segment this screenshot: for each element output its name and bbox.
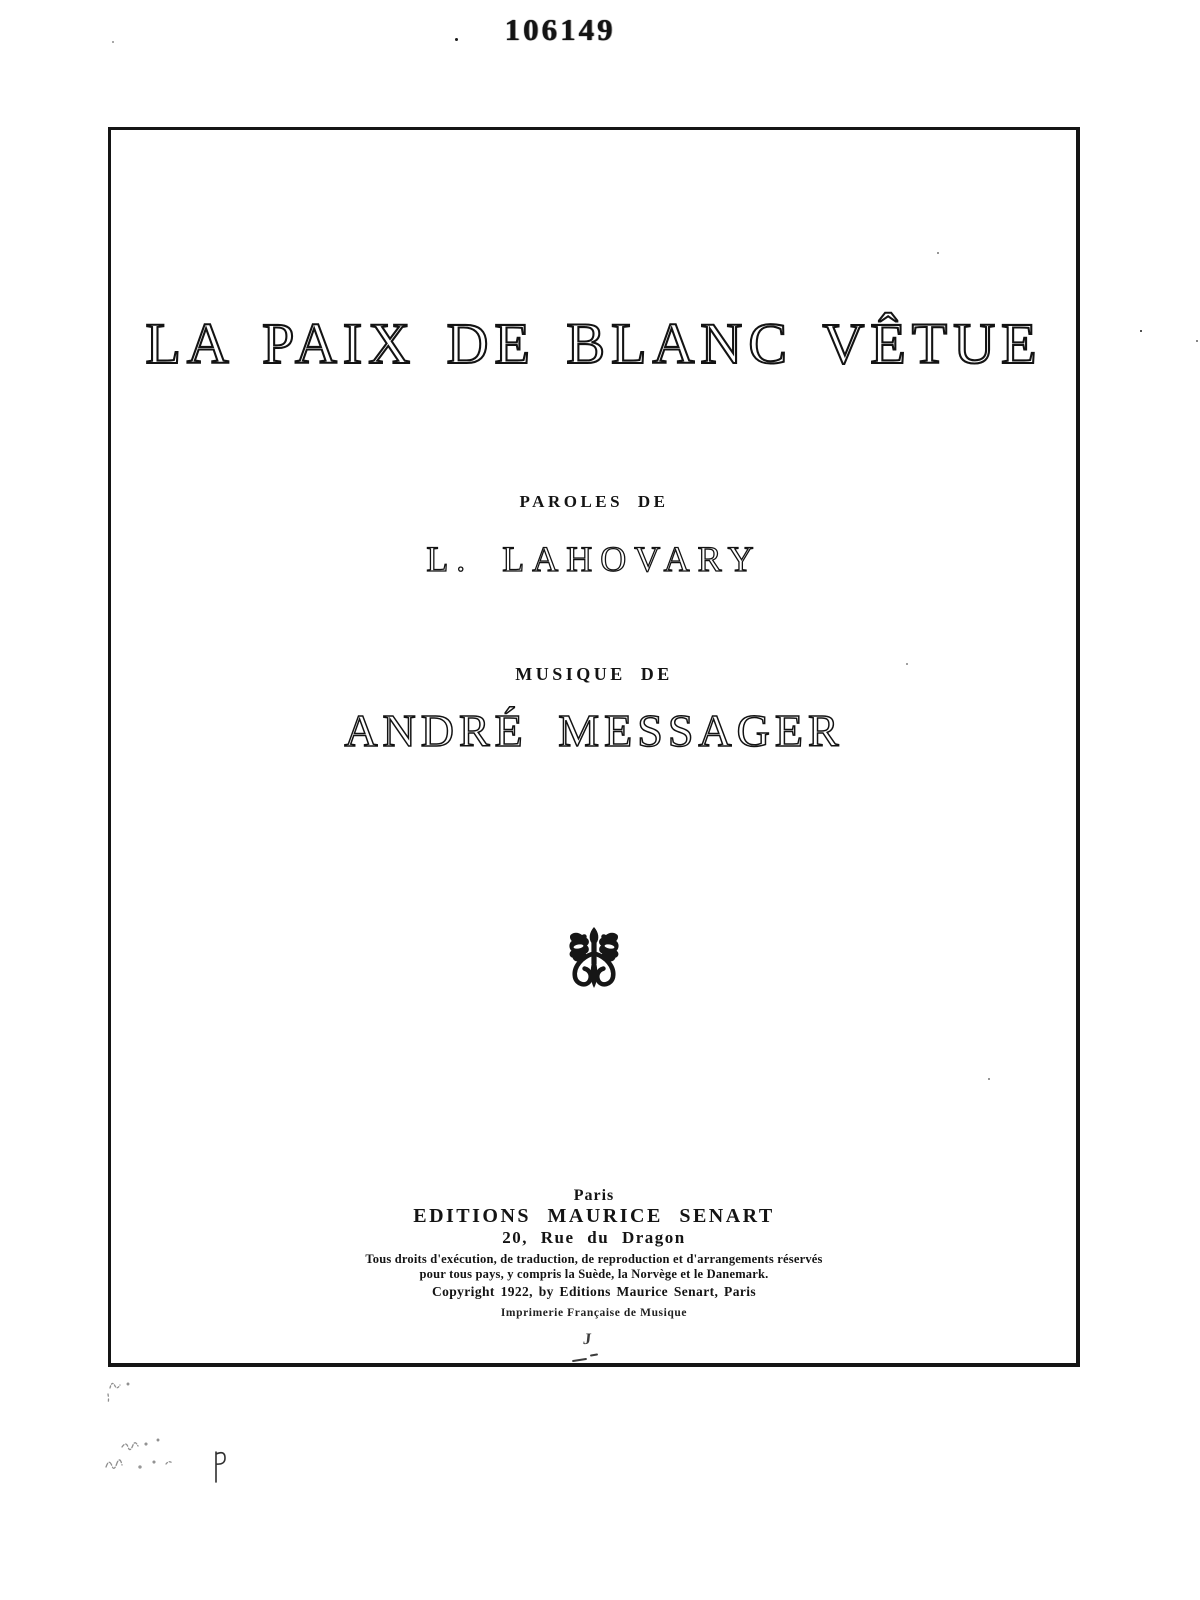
scan-speck <box>906 663 908 665</box>
publisher-city: Paris <box>573 1187 615 1204</box>
lyrics-credit-label: PAROLES DE <box>519 492 669 511</box>
pencil-scribbles <box>88 1372 268 1492</box>
publisher-address: 20, Rue du Dragon <box>502 1228 686 1247</box>
rights-line-1: Tous droits d'exécution, de traduction, de reproduction et d'arrangements réservés <box>365 1252 823 1266</box>
page-title: LA PAIX DE BLANC VÊTUE <box>145 311 1043 376</box>
scan-speck <box>455 38 458 41</box>
scan-speck <box>112 41 114 43</box>
printer-imprint-line: Imprimerie Française de Musique <box>500 1307 688 1319</box>
scan-speck <box>988 1078 990 1080</box>
scan-speck <box>937 252 939 254</box>
scan-speck <box>1196 340 1198 342</box>
copyright-line: Copyright 1922, by Editions Maurice Senart, Paris <box>431 1284 757 1299</box>
catalog-stamp-number: 106149 <box>504 12 616 47</box>
lyricist-name: L. LAHOVARY <box>426 539 762 579</box>
fleuron-ornament-icon <box>108 926 1080 996</box>
scan-speck <box>1140 330 1142 332</box>
publisher-name: EDITIONS MAURICE SENART <box>413 1205 775 1227</box>
rights-line-2: pour tous pays, y compris la Suède, la Norvège et le Danemark. <box>419 1267 769 1281</box>
music-credit-label: MUSIQUE DE <box>515 664 673 684</box>
composer-name: ANDRÉ MESSAGER <box>344 705 844 756</box>
pencil-mark-j: J <box>582 1331 592 1348</box>
